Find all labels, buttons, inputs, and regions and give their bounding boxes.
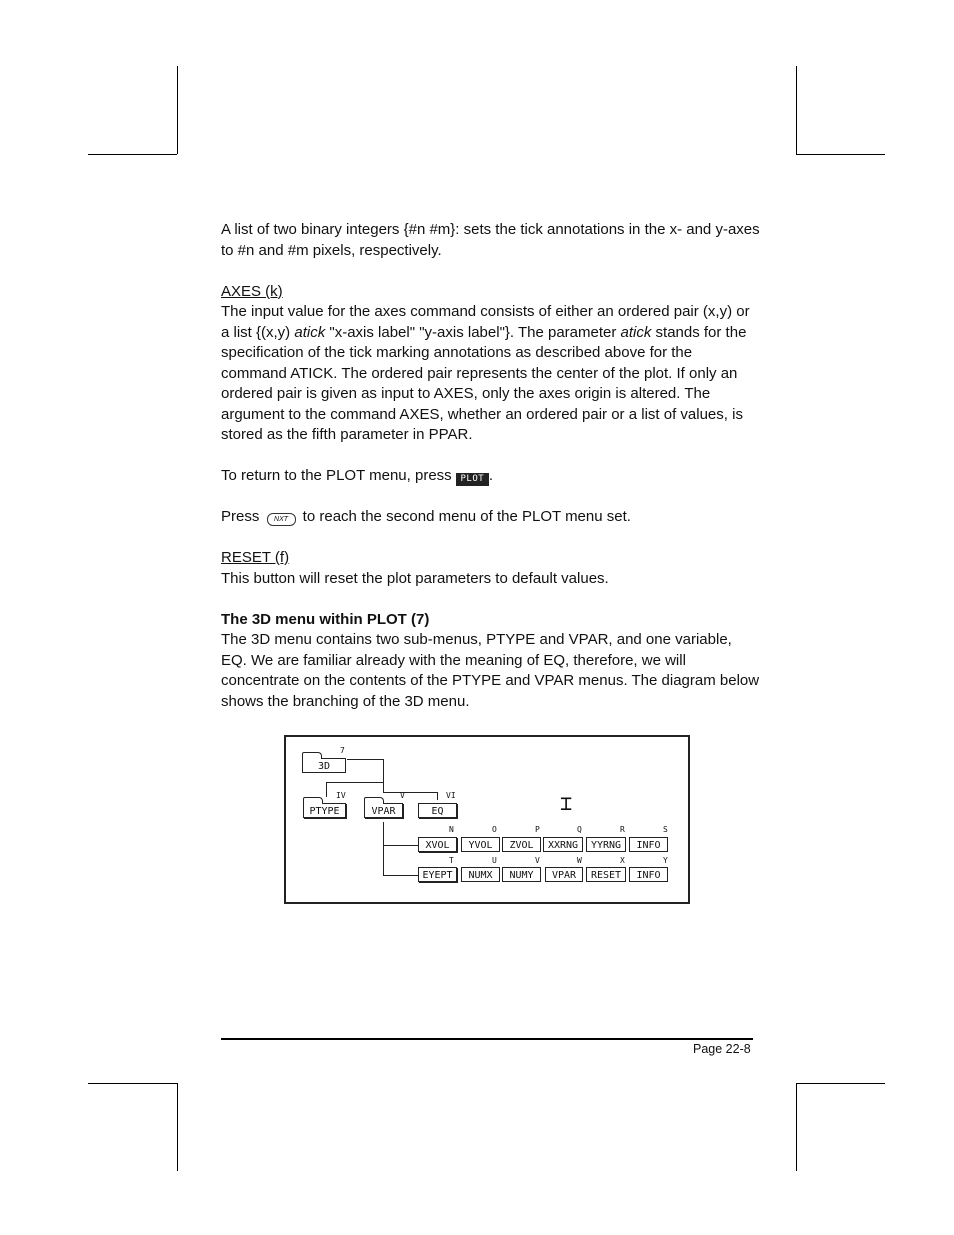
binary-list-paragraph: A list of two binary integers {#n #m}: sets the tick annotations in the x- and y-axes to #n and #m pixels, respectively.	[221, 221, 760, 259]
menu-vpar-item: VPAR	[545, 867, 583, 882]
menu-key-label: V	[535, 856, 540, 865]
menu-info-item: INFO	[629, 867, 668, 882]
menu-key-label: X	[620, 856, 625, 865]
crop-mark	[177, 66, 178, 154]
connector-line	[383, 875, 418, 876]
return-end: .	[488, 467, 494, 484]
crop-mark	[796, 1083, 797, 1171]
menu-yyrng-item: YYRNG	[586, 837, 626, 852]
page-number: Page 22-8	[693, 1042, 751, 1056]
axes-section	[221, 282, 761, 446]
page-body	[221, 220, 761, 733]
menu-key-label: S	[663, 825, 668, 834]
menu-key-label: U	[492, 856, 497, 865]
menu-info-item: INFO	[629, 837, 668, 852]
connector-line	[326, 782, 327, 797]
menu-vpar-folder: VPAR	[364, 803, 403, 818]
menu-zvol-item: ZVOL	[502, 837, 541, 852]
crop-mark	[88, 1083, 177, 1084]
menu-ptype-folder: PTYPE	[303, 803, 346, 818]
connector-line	[383, 792, 437, 793]
section-heading: The 3D menu within PLOT (7)	[221, 610, 430, 628]
connector-line	[326, 782, 384, 783]
reset-section	[221, 548, 761, 589]
menu-reset-item: RESET	[586, 867, 626, 882]
3d-menu-section	[221, 610, 761, 713]
menu-key-label: V	[400, 791, 405, 800]
menu-key-label: Y	[663, 856, 668, 865]
axes-body-part: "x-axis label" "y-axis label"}. The parameter	[325, 323, 621, 341]
crop-mark	[796, 154, 885, 155]
menu-yvol-item: YVOL	[461, 837, 500, 852]
connector-line	[437, 792, 438, 800]
menu-numy-item: NUMY	[502, 867, 541, 882]
press-paragraph	[221, 507, 761, 528]
atick-term: atick	[620, 323, 652, 341]
axes-heading: AXES (k)	[221, 282, 283, 300]
footer-rule	[221, 1038, 753, 1040]
axes-body-part: The input value for the axes command consists of either an ordered pair (x,y) or a list {(x,y)	[221, 303, 750, 341]
plot-key-icon: PLOT	[456, 473, 489, 486]
connector-line	[383, 759, 384, 793]
return-paragraph	[221, 466, 761, 487]
menu-key-label: T	[449, 856, 454, 865]
menu-xvol-item: XVOL	[418, 837, 457, 852]
crop-mark	[796, 1083, 885, 1084]
menu-key-label: R	[620, 825, 625, 834]
crop-mark	[88, 154, 177, 155]
connector-line	[383, 822, 384, 876]
menu-key-label: W	[577, 856, 582, 865]
menu-key-label: N	[449, 825, 454, 834]
return-text: To return to the PLOT menu, press	[221, 467, 456, 484]
menu-numx-item: NUMX	[461, 867, 500, 882]
text-cursor-icon: ⌶	[560, 791, 573, 815]
3d-menu-diagram	[284, 735, 690, 904]
menu-key-label: P	[535, 825, 540, 834]
crop-mark	[796, 66, 797, 154]
atick-term: atick	[294, 323, 326, 341]
menu-eyept-item: EYEPT	[418, 867, 457, 882]
press-end: to reach the second menu of the PLOT menu set.	[298, 508, 631, 525]
menu-3d-folder: 3D	[302, 758, 346, 773]
connector-line	[383, 845, 418, 846]
menu-xxrng-item: XXRNG	[543, 837, 583, 852]
connector-line	[347, 759, 383, 760]
axes-body-part: stands for the specification of the tick marking annotations as described above for the command ATICK. The ordered pair represents the center of the plot. If only an ordered pair is given as input to AXES, only the axes origin is altered. The argument to the command AXES, whether an ordered pair or a list of values, is stored as the fifth parameter in PPAR.	[221, 323, 747, 443]
section-body: The 3D menu contains two sub-menus, PTYPE and VPAR, and one variable, EQ. We are familiar already with the meaning of EQ, therefore, we will concentrate on the contents of the PTYPE and VPAR menus. The diagram below shows the branching of the 3D menu.	[221, 631, 760, 710]
menu-key-label: VI	[446, 791, 456, 800]
menu-key-label: O	[492, 825, 497, 834]
menu-key-label: Q	[577, 825, 582, 834]
reset-body: This button will reset the plot parameters to default values.	[221, 569, 609, 587]
crop-mark	[177, 1083, 178, 1171]
press-text: Press	[221, 508, 264, 525]
menu-key-label: IV	[336, 791, 346, 800]
reset-heading: RESET (f)	[221, 549, 290, 566]
menu-eq-item: EQ	[418, 803, 457, 818]
menu-key-label: 7	[340, 746, 345, 755]
nxt-key-icon: NXT	[267, 513, 296, 526]
